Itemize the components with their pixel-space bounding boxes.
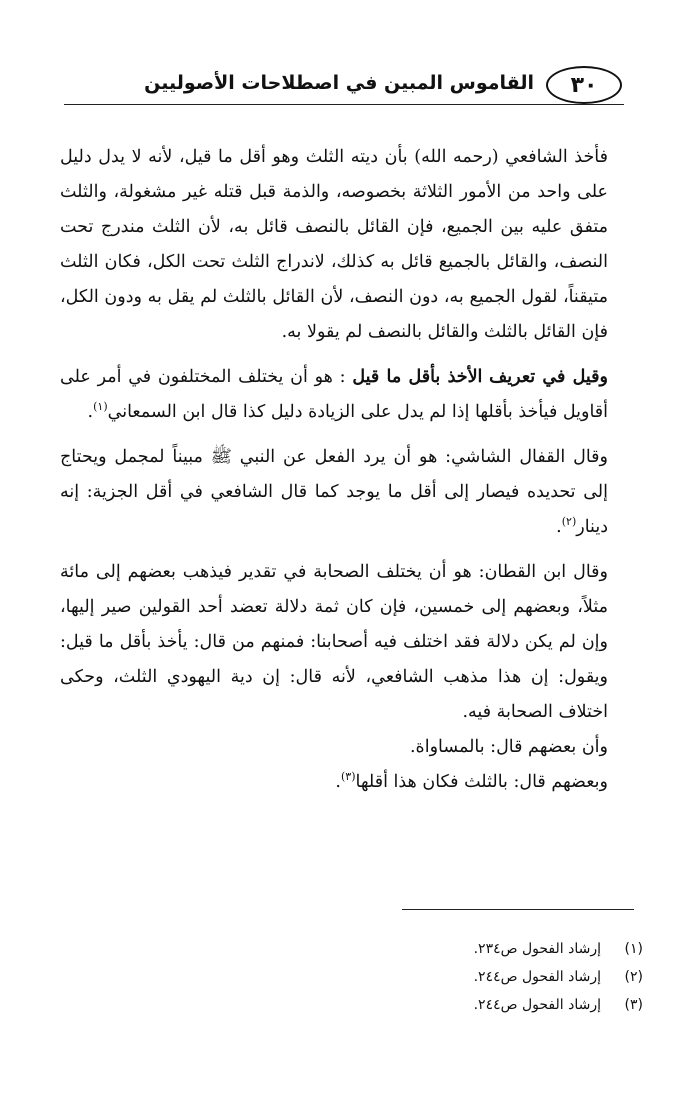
paragraph-qaffal bbox=[60, 440, 636, 545]
line-equality: وأن بعضهم قال: بالمساواة. bbox=[409, 737, 608, 757]
footnote-text: إرشاد الفحول ص٢٣٤. bbox=[473, 941, 601, 957]
line-third bbox=[60, 765, 636, 800]
book-title: القاموس المبين في اصطلاحات الأصوليين bbox=[144, 72, 534, 94]
footnote-ref-2[interactable]: (٢) bbox=[561, 515, 577, 529]
paragraph-shafii: فأخذ الشافعي (رحمه الله) بأن ديته الثلث وهو أقل ما قيل، لأنه لا يدل دليل على واحد من الأمور الثلاثة بخصوصه، والذمة قبل قتله غير مشغولة، والثلث متفق عليه بين الجميع، فإن القائل بالنصف قائل به، لأن الثلث مندرج تحت النصف، والقائل بالجميع قائل به كذلك، لاندراج الثلث تحت الكل، فكان الثلث متيقناً، لقول الجميع به، دون النصف، لأن القائل بالثلث لم يقل به ودون الكل، فإن القائل بالثلث والقائل بالنصف لم يقولا به. bbox=[60, 147, 608, 342]
paragraph-definition bbox=[60, 360, 636, 430]
definition-text: : هو أن يختلف المختلفون في أمر على أقاويل فيأخذ بأقلها إذا لم يدل على الزيادة دليل كذا قال ابن السمعاني bbox=[60, 367, 608, 422]
definition-term: الأخذ بأقل ما قيل bbox=[352, 367, 483, 387]
definition-end: . bbox=[87, 402, 94, 422]
third-text: وبعضهم قال: بالثلث فكان هذا أقلها bbox=[355, 772, 608, 792]
qaffal-text: وقال القفال الشاشي: هو أن يرد الفعل عن النبي ﷺ مبيناً لمجمل ويحتاج إلى تحديده فيصار إلى أقل ما يوجد كما قال الشافعي في أقل الجزية: إنه دينار bbox=[60, 447, 608, 537]
footnote-number: (٣) bbox=[624, 997, 643, 1013]
third-end: . bbox=[335, 772, 341, 792]
footnote-ref-1[interactable]: (١) bbox=[93, 400, 108, 414]
paragraph-qattan: وقال ابن القطان: هو أن يختلف الصحابة في تقدير فيذهب بعضهم إلى مائة مثلاً، وبعضهم إلى خمسين، فإن كان ثمة دلالة تعضد أحد القولين صير إليها، وإن لم يكن دلالة فقد اختلف فيه أصحابنا: فمنهم من قال: يأخذ بأقل ما قيل: ويقول: إن هذا مذهب الشافعي، لأنه قال: إن دية اليهودي الثلث، وحكى اختلاف الصحابة فيه. bbox=[60, 562, 608, 722]
qaffal-end: . bbox=[556, 517, 562, 537]
footnote-number: (٢) bbox=[624, 969, 643, 985]
page-number: ٣٠ bbox=[546, 66, 622, 104]
footnote-item bbox=[243, 935, 643, 963]
footnotes bbox=[243, 935, 643, 1019]
footnote-item bbox=[243, 963, 643, 991]
footnote-text: إرشاد الفحول ص٢٤٤. bbox=[473, 997, 601, 1013]
definition-lead: وقيل في تعريف bbox=[489, 367, 608, 387]
page-body bbox=[60, 140, 636, 800]
footnote-divider bbox=[402, 909, 634, 910]
page-header bbox=[64, 64, 624, 108]
footnote-text: إرشاد الفحول ص٢٤٤. bbox=[473, 969, 601, 985]
footnote-number: (١) bbox=[624, 941, 643, 957]
header-divider bbox=[64, 104, 624, 105]
footnote-item bbox=[243, 991, 643, 1019]
footnote-ref-3[interactable]: (٣) bbox=[341, 770, 356, 784]
